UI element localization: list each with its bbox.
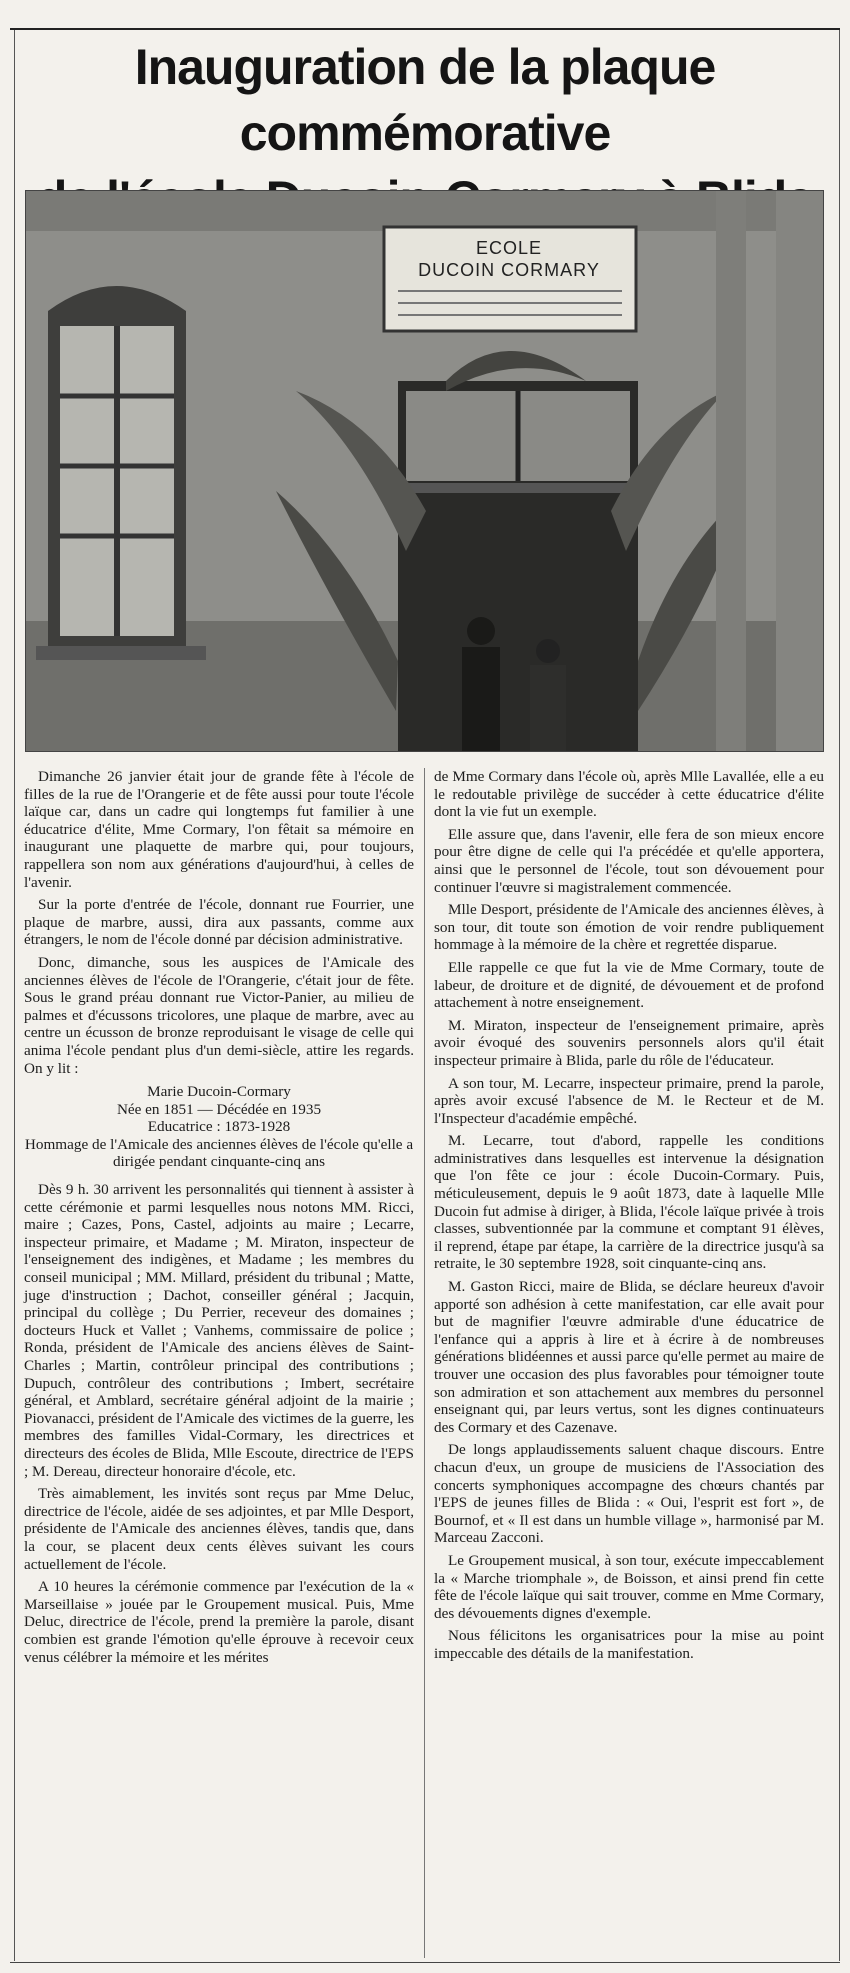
inscription-line: Née en 1851 — Décédée en 1935 [116,1100,322,1118]
paragraph: Donc, dimanche, sous les auspices de l'Amicale des anciennes élèves de l'école de l'Orangerie, c'était jour de fête. Sous le grand préau donnant rue Victor-Panier, au milieu de palmes et d'écussons tricolores, une plaque de marbre, avec au centre un écusson de bronze reproduisant le visage de celle qui anima l'école pendant plus d'un demi-siècle, attire les regards. On y lit : [24,953,414,1077]
article-column-2 [434,768,824,1958]
sign-line-1: ECOLE [475,238,543,258]
paragraph: Elle assure que, dans l'avenir, elle fera de son mieux encore pour être digne de celle qui l'a précédée et qu'elle apportera, ainsi que le personnel de l'école, tout son dévouement pour continuer l'œuvre si magistralement commencée. [434,825,824,896]
paragraph: De longs applaudissements saluent chaque discours. Entre chacun d'eux, un groupe de musiciens de l'Association des concerts symphoniques accompagne des chœurs chantés par l'EPS de jeunes filles de Blida : « Oui, l'esprit est fort », de Bournof, et « Il est dans un humble village », harmonisé par M. Marceau Zacconi. [434,1441,824,1547]
article-column-1 [24,768,414,1958]
left-border-rule [14,30,15,1961]
plaque-inscription [24,1083,414,1171]
inscription-line: Educatrice : 1873-1928 [147,1118,291,1136]
headline-line-1: Inauguration de la plaque commémorative [134,39,716,161]
column-divider [424,768,425,1958]
paragraph: Sur la porte d'entrée de l'école, donnant rue Fourrier, une plaque de marbre, aussi, dira aux passants, comme aux étrangers, le nom de l'école donné par décision administrative. [24,896,414,949]
paragraph: Dès 9 h. 30 arrivent les personnalités qui tiennent à assister à cette cérémonie et parmi lesquelles nous notons MM. Ricci, maire ; Cazes, Pons, Castel, adjoints au maire ; Lecarre, inspecteur primaire, et Madame ; M. Miraton, inspecteur de l'enseignement des indigènes, et Madame ; les membres du conseil municipal ; MM. Millard, président du tribunal ; Matte, juge d'instruction ; Dachot, conseiller général ; Jacquin, principal du collège ; Du Perrier, receveur des domaines ; docteurs Huck et Vallet ; Vanhems, commissaire de police ; Ronda, président de l'Amicale des anciens élèves de Saint-Charles ; Martin, contrôleur principal des contributions ; Dupuch, contrôleur des contributions ; Imbert, secrétaire général, et Amblard, secrétaire général adjoint de la mairie ; Piovanacci, président de l'Amicale des victimes de la guerre, les membres des familles Vidal-Cormary, les directrices et directeurs des écoles de Blida, Mlle Escoute, directrice de l'EPS ; M. Dereau, directeur honoraire d'école, etc. [24,1181,414,1480]
paragraph: Le Groupement musical, à son tour, exécute impeccablement la « Marche triomphale », de Boisson, et ainsi prend fin cette fête de l'école laïque qui sait trouver, comme en Mme Cormary, des dévouements dignes d'exemple. [434,1551,824,1622]
paragraph: Elle rappelle ce que fut la vie de Mme Cormary, toute de labeur, de droiture et de dignité, de dévouement et de profond attachement à notre enseignement. [434,958,824,1012]
paragraph: M. Lecarre, tout d'abord, rappelle les conditions administratives dans lesquelles est intervenue la désignation que l'on fête ce jour : école Ducoin-Cormary. Puis, méticuleusement, depuis le 9 août 1873, date à laquelle Mlle Ducoin fut admise à diriger, à Blida, l'école laïque privée à trois classes, subventionnée par la commune et comptant 91 élèves, il reprend, étape par étape, la carrière de la directrice jusqu'à sa retraite, le 30 septembre 1928, soit cinquante-cinq ans. [434,1132,824,1273]
paragraph: Très aimablement, les invités sont reçus par Mme Deluc, directrice de l'école, aidée de ses adjointes, et par Mlle Desport, présidente de l'Amicale des anciennes élèves, tandis que, dans la cour, se placent deux cents élèves suivant les cours actuellement de l'école. [24,1485,414,1573]
paragraph: M. Miraton, inspecteur de l'enseignement primaire, après avoir évoqué des souvenirs personnels alors qu'il était inspecteur primaire à Blida, parle du rôle de l'éducateur. [434,1016,824,1069]
inscription-line: Marie Ducoin-Cormary [147,1083,291,1101]
school-photo [25,190,824,752]
paragraph: A 10 heures la cérémonie commence par l'exécution de la « Marseillaise » jouée par le Groupement musical. Puis, Mme Deluc, directrice de l'école, prend la première la parole, disant combien est grande l'émotion qu'elle éprouve à recevoir ceux venus célébrer la mémoire et les mérites [24,1578,414,1666]
paragraph: Nous félicitons les organisatrices pour la mise au point impeccable des détails de la manifestation. [434,1627,824,1662]
paragraph: Mlle Desport, présidente de l'Amicale des anciennes élèves, à son tour, dit toute son émotion de voir rendre publiquement hommage à la mémoire de la chère et regrettée disparue. [434,901,824,954]
bottom-rule [10,1962,840,1963]
inscription-line: Hommage de l'Amicale des anciennes élèves de l'école qu'elle a dirigée pendant cinquante-cinq ans [24,1135,414,1171]
paragraph: A son tour, M. Lecarre, inspecteur primaire, prend la parole, après avoir excusé l'absence de M. le Recteur et de M. l'Inspecteur d'académie empêché. [434,1074,824,1127]
school-sign [404,237,614,281]
paragraph: M. Gaston Ricci, maire de Blida, se déclare heureux d'avoir apporté son adhésion à cette manifestation, car elle avait pour but de magnifier l'œuvre admirable d'une éducatrice de l'enfance qui a appris à lire et à écrire à de nombreuses générations blidéennes et aussi parce qu'elle permet au maire de trouver une occasion des plus favorables pour témoigner toute son admiration et son attachement aux membres du personnel enseignant qui, par leurs vertus, sont les dignes continuateurs des Cormary et des Cazenave. [434,1278,824,1436]
top-rule [10,28,840,30]
sign-line-2: DUCOIN CORMARY [418,260,600,280]
paragraph: Dimanche 26 janvier était jour de grande fête à l'école de filles de la rue de l'Orangerie et de fête aussi pour toute l'école laïque car, dans un cadre qui longtemps fut familier à une éducatrice d'élite, Mme Cormary, l'on fêtait sa mémoire en inaugurant une plaquette de marbre qui, pour toujours, rappellera son nom aux générations d'aujourd'hui, à celles de l'avenir. [24,768,414,891]
paragraph: de Mme Cormary dans l'école où, après Mlle Lavallée, elle a eu le redoutable privilège de succéder à cette éducatrice d'élite dont la vie fut un exemple. [434,768,824,821]
article-body [24,768,824,1958]
right-border-rule [839,30,840,1961]
